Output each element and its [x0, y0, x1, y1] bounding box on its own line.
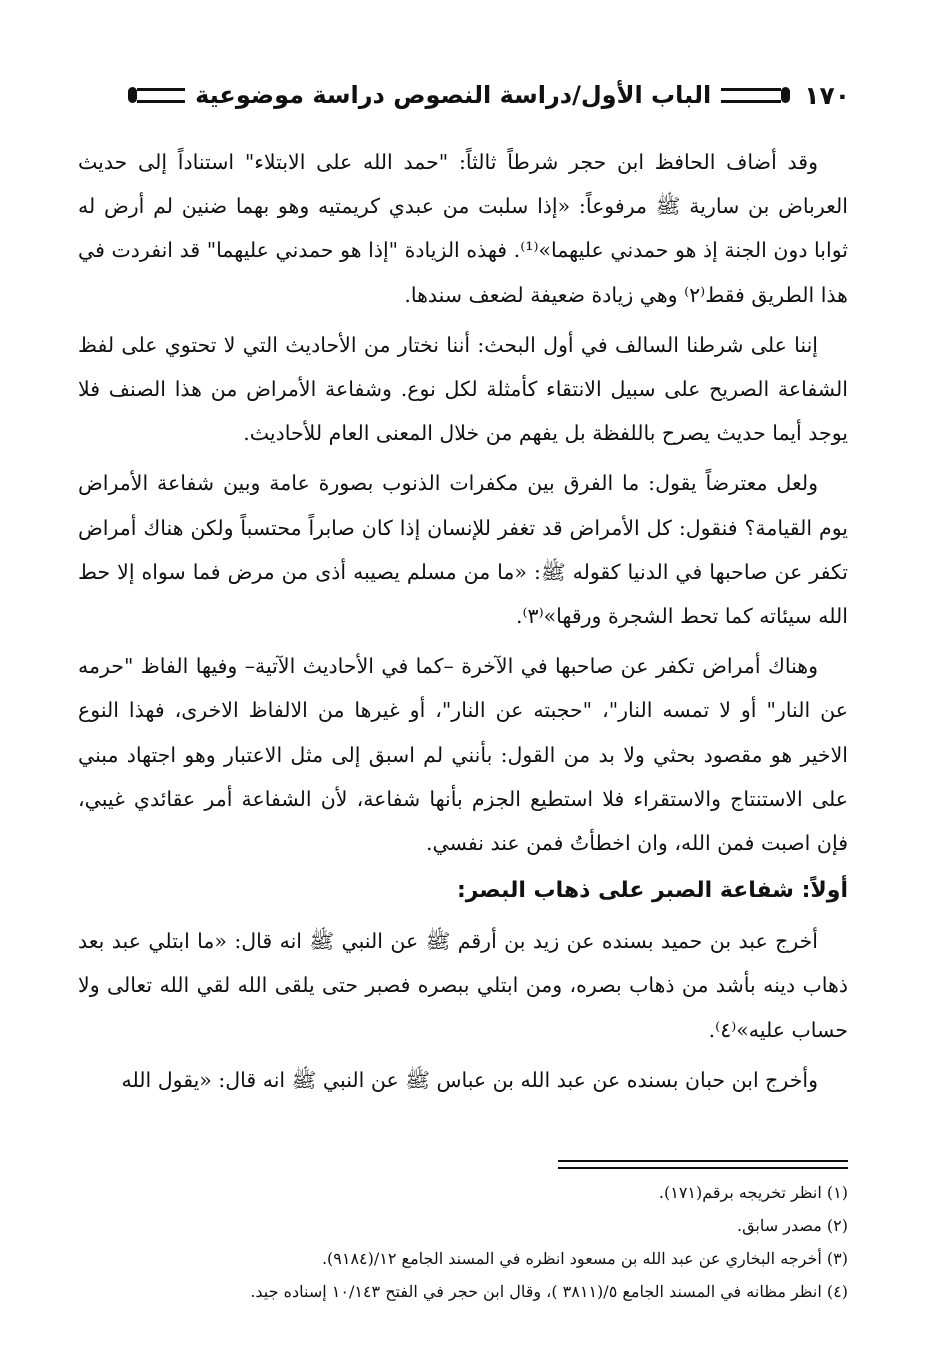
paragraph-5: أخرج عبد بن حميد بسنده عن زيد بن أرقم ﷺ عن النبي ﷺ انه قال: «ما ابتلي عبد بعد ذهاب دينه بأشد من ذهاب بصره، ومن ابتلي ببصره فصبر حتى يلقى الله لقي الله تعالى ولا حساب عليه»⁽٤⁾.	[78, 929, 848, 1042]
header-rule-left	[137, 88, 185, 103]
running-header	[60, 70, 850, 120]
footnote-4: (٤) انظر مظانه في المسند الجامع ٥/(٣٨١١ )، وقال ابن حجر في الفتح ١٠/١٤٣ إسناده جيد.	[250, 1282, 848, 1301]
paragraph-6: وأخرج ابن حبان بسنده عن عبد الله بن عباس ﷺ عن النبي ﷺ انه قال: «يقول الله	[121, 1067, 818, 1092]
header-rule-cap-left	[128, 87, 137, 103]
header-rule-cap-right	[781, 87, 790, 103]
paragraph-1: وقد أضاف الحافظ ابن حجر شرطاً ثالثاً: "حمد الله على الابتلاء" استناداً إلى حديث العرباض بن سارية ﷺ مرفوعاً: «إذا سلبت من عبدي كريمتيه وهو بهما ضنين لم أرض له ثوابا دون الجنة إذ هو حمدني عليهما»⁽¹⁾. فهذه الزيادة "إذا هو حمدني عليهما" قد انفردت في هذا الطريق فقط⁽٢⁾ وهي زيادة ضعيفة لضعف سندها.	[78, 150, 848, 307]
footnotes	[78, 1176, 848, 1308]
header-rule-right	[721, 88, 781, 103]
header-title: الباب الأول/دراسة النصوص دراسة موضوعية	[195, 81, 712, 109]
paragraph-3: ولعل معترضاً يقول: ما الفرق بين مكفرات الذنوب بصورة عامة وبين شفاعة الأمراض يوم القيامة؟ فنقول: كل الأمراض قد تغفر للإنسان إذا كان صابراً محتسباً ولكن هناك أمراض تكفر عن صاحبها في الدنيا كقوله ﷺ: «ما من مسلم يصيبه أذى من مرض فما سواه إلا حط الله سيئاته كما تحط الشجرة ورقها»⁽٣⁾.	[78, 471, 848, 629]
main-text	[78, 140, 848, 1108]
footnote-3: (٣) أخرجه البخاري عن عبد الله بن مسعود انظره في المسند الجامع ١٢/(٩١٨٤).	[321, 1249, 848, 1268]
footnote-1: (١) انظر تخريجه برقم(١٧١).	[658, 1183, 848, 1202]
footnote-2: (٢) مصدر سابق.	[737, 1216, 848, 1235]
paragraph-4: وهناك أمراض تكفر عن صاحبها في الآخرة –كما في الأحاديث الآتية– وفيها الفاظ "حرمه عن النار" أو لا تمسه النار"، "حجبته عن النار"، أو غيرها من الالفاظ الاخرى، فهذا النوع الاخير هو مقصود بحثي ولا بد من القول: بأنني لم اسبق إلى مثل الاعتبار وهو اجتهاد مبني على الاستنتاج والاستقراء فلا استطيع الجزم بأنها شفاعة، لأن الشفاعة أمر عقائدي غيبي، فإن اصبت فمن الله، وان اخطأتُ فمن عند نفسي.	[78, 654, 848, 856]
paragraph-2: إننا على شرطنا السالف في أول البحث: أننا نختار من الأحاديث التي لا تحتوي على لفظ الشفاعة الصريح على سبيل الانتقاء كأمثلة لكل نوع. وشفاعة الأمراض من هذا الصنف فلا يوجد أيما حديث يصرح باللفظة بل يفهم من خلال المعنى العام للأحاديث.	[78, 332, 848, 446]
footnote-separator	[558, 1160, 848, 1169]
page-number: ١٧٠	[804, 80, 850, 110]
section-heading: أولاً: شفاعة الصبر على ذهاب البصر:	[456, 878, 848, 904]
